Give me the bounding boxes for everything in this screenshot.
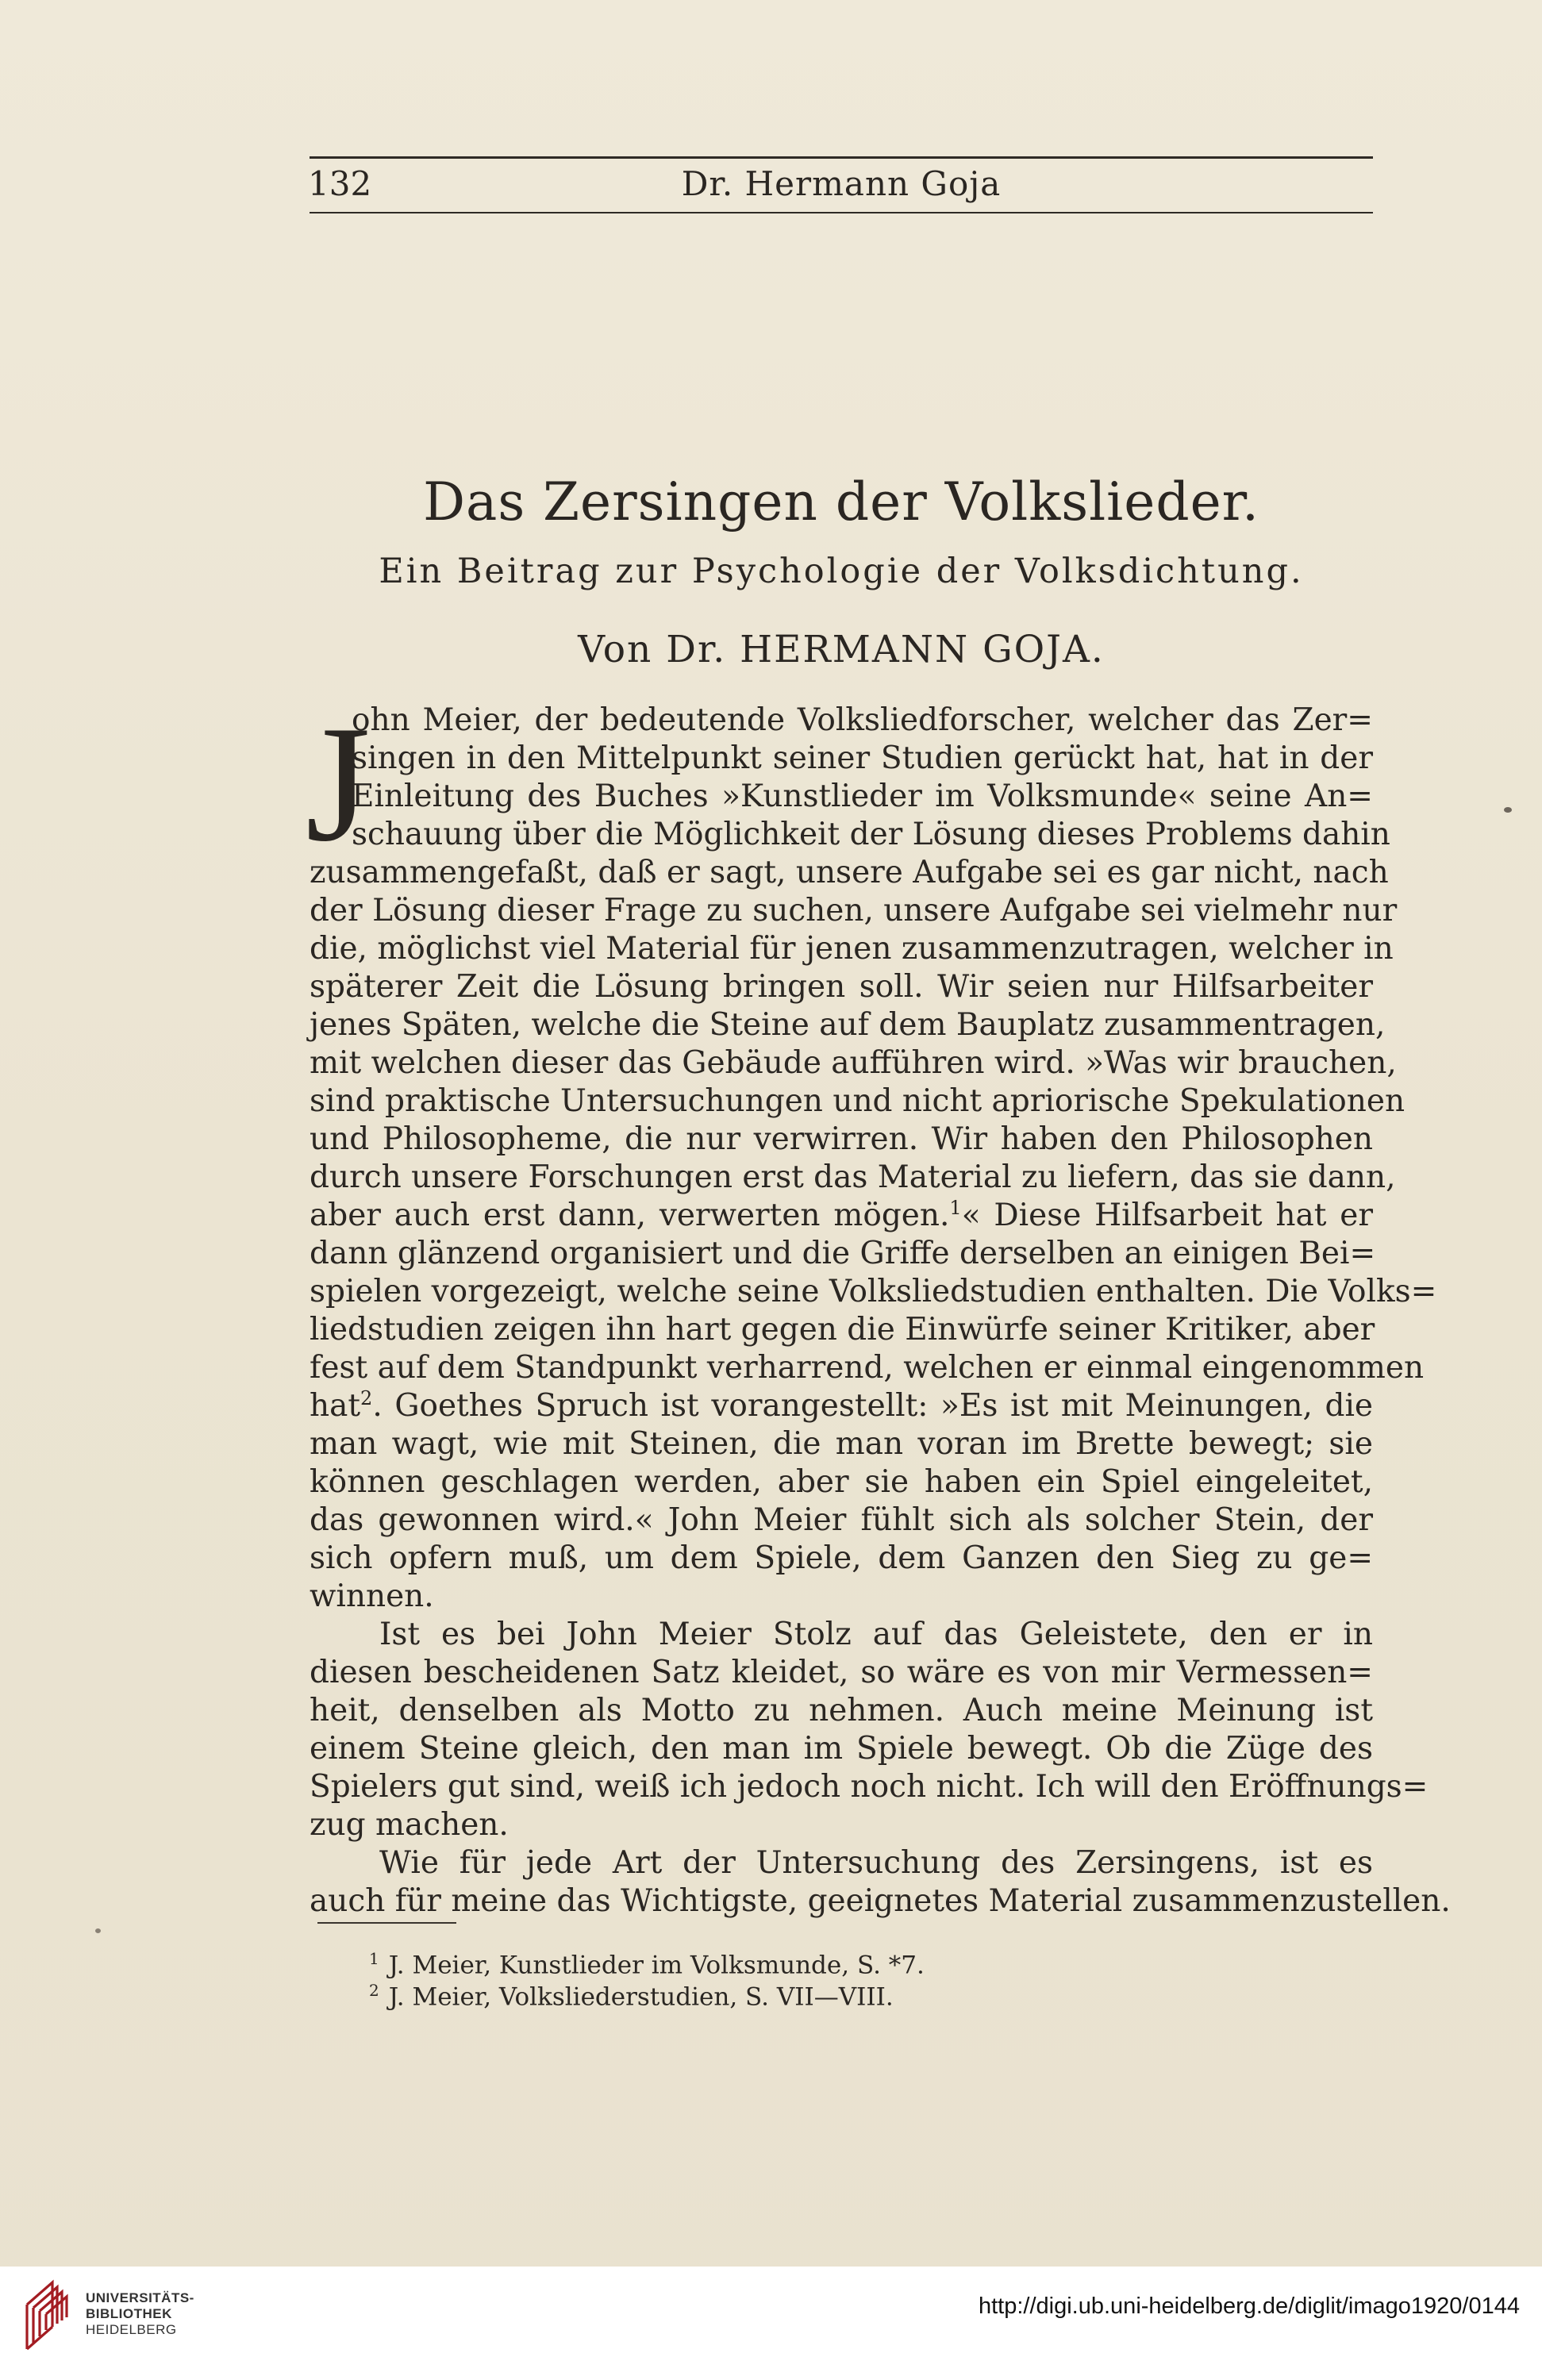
footnote-mark: 2 [369,1981,379,2000]
library-name [86,2290,194,2338]
footnote-ref-2[interactable]: 2 [360,1387,373,1409]
footnote-2 [369,1974,894,2013]
text-line: singen in den Mittelpunkt seiner Studien gerückt hat, hat in der [352,740,1373,776]
article-byline: Von Dr. HERMANN GOJA. [578,628,1105,671]
text-line: Einleitung des Buches »Kunstlieder im Volksmunde« seine An= [352,779,1373,814]
page-number: 132 [308,164,372,203]
text-line: späterer Zeit die Lösung bringen soll. Wir seien nur Hilfsarbeiter [310,969,1373,1005]
library-name-line: BIBLIOTHEK [86,2306,172,2321]
text-segment: . Goethes Spruch ist vorangestellt: »Es ist mit Meinungen, die [372,1388,1373,1424]
scan-speck [1504,807,1512,813]
header-rule-bottom [310,212,1373,213]
text-line [310,1387,1373,1425]
text-line: liedstudien zeigen ihn hart gegen die Einwürfe seiner Kritiker, aber [310,1312,1375,1348]
text-line: dann glänzend organisiert und die Griffe derselben an einigen Bei= [310,1236,1376,1271]
text-line: mit welchen dieser das Gebäude aufführen wird. »Was wir brauchen, [310,1045,1397,1081]
library-name-line: HEIDELBERG [86,2322,177,2337]
library-name-line: UNIVERSITÄTS- [86,2290,194,2305]
text-line: jenes Späten, welche die Steine auf dem Bauplatz zusammentragen, [310,1007,1386,1043]
text-line: zug machen. [310,1807,509,1843]
text-segment: hat [310,1388,361,1424]
footer-band [0,2267,1542,2380]
text-line: heit, denselben als Motto zu nehmen. Auch meine Meinung ist [310,1693,1373,1728]
text-line: Spielers gut sind, weiß ich jedoch noch nicht. Ich will den Eröffnungs= [310,1769,1429,1805]
text-line: der Lösung dieser Frage zu suchen, unsere Aufgabe sei vielmehr nur [310,893,1398,929]
text-line: auch für meine das Wichtigste, geeignetes Material zusammenzustellen. [310,1883,1451,1919]
footnote-mark: 1 [369,1949,379,1968]
text-line [310,1197,1373,1235]
text-line: sind praktische Untersuchungen und nicht apriorische Spekulationen [310,1083,1405,1119]
scan-speck [95,1928,101,1933]
source-url-link[interactable]: http://digi.ub.uni-heidelberg.de/diglit/imago1920/0144 [979,2293,1520,2319]
text-line: fest auf dem Standpunkt verharrend, welchen er einmal eingenommen [310,1350,1425,1386]
text-line: sich opfern muß, um dem Spiele, dem Ganzen den Sieg zu ge= [310,1540,1373,1576]
text-line: können geschlagen werden, aber sie haben ein Spiel eingeleitet, [310,1464,1373,1500]
header-rule-top [310,156,1373,159]
text-line: durch unsere Forschungen erst das Material zu liefern, das sie dann, [310,1159,1396,1195]
footnote-rule [317,1922,456,1924]
text-line: ohn Meier, der bedeutende Volksliedforscher, welcher das Zer= [352,702,1373,738]
text-line: spielen vorgezeigt, welche seine Volksliedstudien enthalten. Die Volks= [310,1274,1437,1309]
text-line: einem Steine gleich, den man im Spiele bewegt. Ob die Züge des [310,1731,1373,1767]
text-line: zusammengefaßt, daß er sagt, unsere Aufgabe sei es gar nicht, nach [310,855,1389,890]
text-line: die, möglichst viel Material für jenen zusammenzutragen, welcher in [310,931,1394,967]
text-line: und Philosopheme, die nur verwirren. Wir haben den Philosophen [310,1121,1373,1157]
text-line: das gewonnen wird.« John Meier fühlt sich als solcher Stein, der [310,1502,1373,1538]
text-line: Ist es bei John Meier Stolz auf das Geleistete, den er in [379,1617,1373,1652]
text-line: man wagt, wie mit Steinen, die man voran im Brette bewegt; sie [310,1426,1373,1462]
article-subtitle: Ein Beitrag zur Psychologie der Volksdichtung. [379,552,1304,591]
running-head: Dr. Hermann Goja [681,164,1002,203]
drop-cap: J [306,692,371,876]
article-title: Das Zersingen der Volkslieder. [423,471,1259,533]
footnote-text: J. Meier, Kunstlieder im Volksmunde, S. *7. [388,1951,925,1980]
footnote-text: J. Meier, Volksliederstudien, S. VII—VIII. [388,1982,894,2012]
text-line: winnen. [310,1578,434,1614]
text-line: Wie für jede Art der Untersuchung des Zersingens, ist es [379,1845,1373,1881]
text-segment: « Diese Hilfsarbeit hat er [961,1198,1374,1233]
text-line: diesen bescheidenen Satz kleidet, so wäre es von mir Vermessen= [310,1655,1373,1690]
library-logo-icon [21,2276,73,2352]
footnote-ref-1[interactable]: 1 [949,1197,962,1219]
text-segment: aber auch erst dann, verwerten mögen. [310,1198,950,1233]
text-line: schauung über die Möglichkeit der Lösung dieses Problems dahin [352,817,1390,852]
